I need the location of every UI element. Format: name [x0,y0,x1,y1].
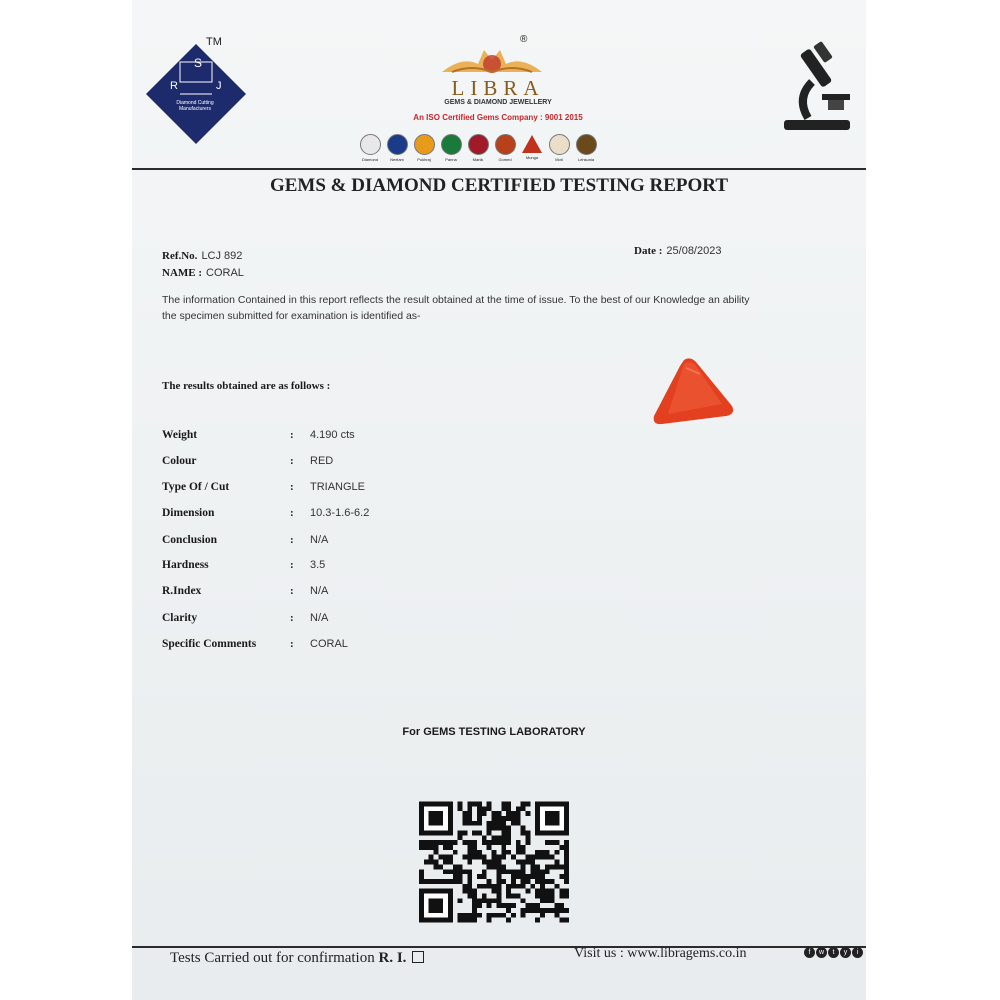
gem-icons-row [358,134,598,162]
result-value: RED [310,455,334,467]
gomed-icon [495,134,516,155]
whatsapp-icon[interactable]: w [816,947,827,958]
result-row-conclusion [162,534,582,554]
result-colon: : [290,638,294,650]
result-row-rindex [162,585,582,605]
report-date [634,241,721,259]
gem-lehsunia [574,134,598,162]
result-value: 4.190 cts [310,429,355,441]
result-colon: : [290,534,294,546]
name-label: NAME : [162,267,203,279]
website-link[interactable]: Visit us : www.libragems.co.in [574,946,747,961]
moti-icon [549,134,570,155]
gem-label: Neelam [390,157,404,162]
result-row-cut [162,481,582,501]
gem-label: Moti [555,157,563,162]
ref-value: LCJ 892 [201,250,243,262]
result-row-hardness [162,559,582,579]
gem-label: Diamond [361,157,378,162]
gem-label: Panna [445,157,457,162]
instagram-icon[interactable]: i [852,947,863,958]
result-value: N/A [310,534,329,546]
gem-label: Lehsunia [577,157,595,162]
result-label: Conclusion [162,534,217,546]
result-label: Type Of / Cut [162,481,230,493]
gem-label: Manik [472,157,484,162]
result-colon: : [290,585,294,597]
pukhraj-icon [414,134,435,155]
result-row-weight [162,429,582,449]
twitter-icon[interactable]: t [828,947,839,958]
date-value: 25/08/2023 [666,245,722,257]
result-colon: : [290,507,294,519]
munga-icon [522,135,542,153]
iso-certification: An ISO Certified Gems Company : 9001 2015 [413,113,583,122]
certificate-document [132,0,866,1000]
gem-diamond [358,134,382,162]
result-label: Clarity [162,612,198,624]
results-heading: The results obtained are as follows : [162,380,331,392]
gem-manik [466,134,490,162]
libra-subtitle: GEMS & DIAMOND JEWELLERY [444,99,552,106]
date-label: Date : [634,245,663,257]
result-colon: : [290,612,294,624]
gem-pukhraj [412,134,436,162]
manik-icon [468,134,489,155]
gem-label: Munga [525,155,539,160]
result-value: CORAL [310,638,348,650]
result-label: R.Index [162,585,202,597]
header-divider [132,168,866,170]
result-row-comments [162,638,582,658]
gem-panna [439,134,463,162]
ri-label: R. I. [378,950,407,966]
name-value: CORAL [206,267,244,279]
trademark-mark: TM [206,36,222,48]
result-label: Hardness [162,559,209,571]
ref-label: Ref.No. [162,250,198,262]
tests-note [170,950,424,967]
rjs-tagline: Diamond Cutting Manufacturers [176,100,214,112]
result-colon: : [290,429,294,441]
result-value: TRIANGLE [310,481,366,493]
rjs-letter-r: R [170,80,178,92]
lehsunia-icon [576,134,597,155]
result-colon: : [290,455,294,467]
result-colon: : [290,559,294,571]
gem-moti [547,134,571,162]
gem-neelam [385,134,409,162]
lab-signature-label: For GEMS TESTING LABORATORY [402,726,586,738]
libra-crown-icon [432,38,552,78]
result-row-dimension [162,507,582,527]
neelam-icon [387,134,408,155]
social-icons [804,947,863,958]
rjs-letter-s: S [194,56,203,70]
gem-munga [520,134,544,162]
microscope-icon [778,38,856,134]
diamond-icon [360,134,381,155]
tests-text: Tests Carried out for confirmation [170,950,375,966]
qr-code[interactable] [419,800,569,924]
rjs-letter-j: J [216,80,222,92]
gem-label: Gomed [498,157,512,162]
registered-mark: ® [520,34,528,45]
youtube-icon[interactable]: y [840,947,851,958]
info-paragraph: The information Contained in this report reflects the result obtained at the time of issue. To the best of our Knowledge an ability the specimen submitted for examination is identified as- [162,294,750,322]
gem-label: Pukhraj [417,157,431,162]
panna-icon [441,134,462,155]
result-value: 3.5 [310,559,326,571]
libra-brand-name: LIBRA [451,76,545,100]
report-title: GEMS & DIAMOND CERTIFIED TESTING REPORT [269,175,729,196]
ref-number [162,246,242,264]
result-label: Dimension [162,507,215,519]
result-row-clarity [162,612,582,632]
result-colon: : [290,481,294,493]
result-row-colour [162,455,582,475]
facebook-icon[interactable]: f [804,947,815,958]
result-value: N/A [310,612,329,624]
gem-gomed [493,134,517,162]
result-label: Specific Comments [162,638,257,650]
checkbox-icon [412,951,424,963]
result-label: Weight [162,429,198,441]
result-value: 10.3-1.6-6.2 [310,507,370,519]
coral-stone-image [640,354,736,426]
result-value: N/A [310,585,329,597]
item-name [162,263,244,281]
result-label: Colour [162,455,197,467]
footer-divider [132,946,866,948]
